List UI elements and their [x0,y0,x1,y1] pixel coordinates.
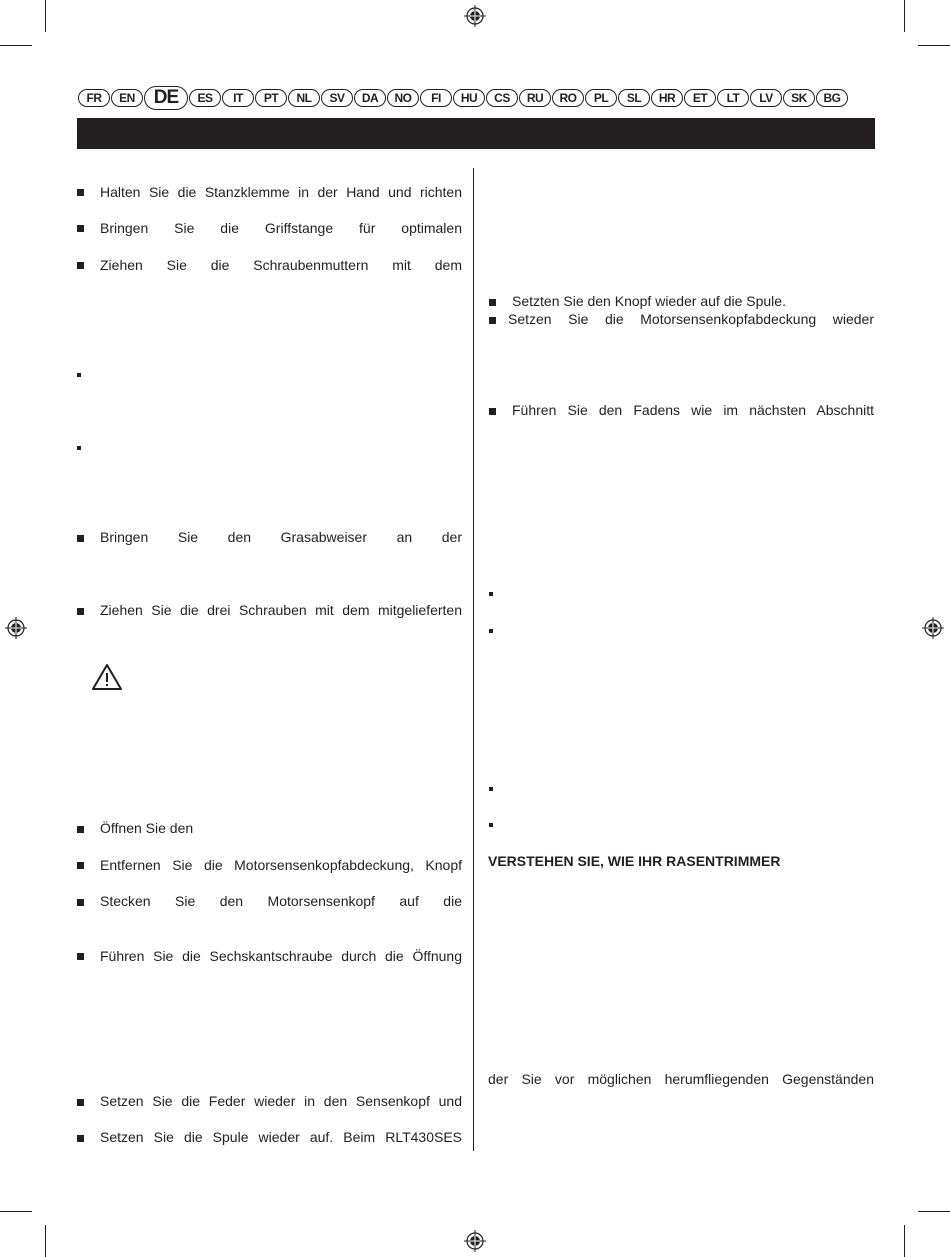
registration-target-icon [464,5,486,27]
list-item: Setzten Sie den Knopf wieder auf die Spule. [512,293,786,309]
bullet-icon [489,629,493,633]
bullet-icon [489,408,496,415]
crop-mark [45,0,46,32]
bullet-icon [489,299,496,306]
list-item: Stecken Sie den Motorsensenkopf auf die [100,893,462,909]
bullet-icon [489,823,493,827]
bullet-icon [77,535,84,542]
bullet-icon [77,1135,84,1142]
lang-no[interactable]: NO [387,89,419,107]
lang-pt[interactable]: PT [255,89,287,107]
bullet-icon [77,189,84,196]
section-heading: VERSTEHEN SIE, WIE IHR RASENTRIMMER [488,853,781,869]
lang-bg[interactable]: BG [816,89,848,107]
paragraph-line: der Sie vor möglichen herumfliegenden Gegenständen [488,1071,874,1087]
lang-ru[interactable]: RU [519,89,551,107]
bullet-icon [77,446,81,450]
list-item: Ziehen Sie die drei Schrauben mit dem mitgelieferten [100,602,462,618]
crop-mark [0,45,32,46]
lang-cs[interactable]: CS [486,89,518,107]
lang-et[interactable]: ET [684,89,716,107]
list-item: Öffnen Sie den [100,820,194,836]
crop-mark [0,1211,32,1212]
list-item: Setzen Sie die Motorsensenkopfabdeckung wieder [508,311,874,327]
list-item: Setzen Sie die Feder wieder in den Sensenkopf und [100,1093,462,1109]
lang-pl[interactable]: PL [585,89,617,107]
lang-hu[interactable]: HU [453,89,485,107]
bullet-icon [77,225,84,232]
crop-mark [918,1211,950,1212]
bullet-icon [77,826,84,833]
list-item: Bringen Sie den Grasabweiser an der [100,529,462,545]
language-selector [78,87,849,109]
list-item: Führen Sie den Fadens wie im nächsten Abschnitt [512,402,874,418]
lang-es[interactable]: ES [189,89,221,107]
registration-target-icon [5,617,27,639]
lang-sk[interactable]: SK [783,89,815,107]
crop-mark [904,1225,905,1257]
bullet-icon [489,592,493,596]
warning-triangle-icon [91,663,123,691]
lang-da[interactable]: DA [354,89,386,107]
bullet-icon [489,787,493,791]
crop-mark [918,45,950,46]
list-item: Setzen Sie die Spule wieder auf. Beim RLT430SES [100,1129,462,1145]
list-item: Halten Sie die Stanzklemme in der Hand und richten [100,184,462,200]
crop-mark [45,1225,46,1257]
bullet-icon [489,317,496,324]
registration-target-icon [464,1230,486,1252]
list-item: Ziehen Sie die Schraubenmuttern mit dem [100,257,462,273]
section-header-bar [77,118,875,149]
lang-nl[interactable]: NL [288,89,320,107]
bullet-icon [77,899,84,906]
list-item: Führen Sie die Sechskantschraube durch die Öffnung [100,948,462,964]
lang-fi[interactable]: FI [420,89,452,107]
column-divider [473,168,474,1151]
bullet-icon [77,262,84,269]
lang-de[interactable]: DE [144,86,188,110]
bullet-icon [77,953,84,960]
bullet-icon [77,862,84,869]
lang-lv[interactable]: LV [750,89,782,107]
registration-target-icon [922,617,944,639]
lang-it[interactable]: IT [222,89,254,107]
lang-ro[interactable]: RO [552,89,584,107]
lang-sl[interactable]: SL [618,89,650,107]
list-item: Entfernen Sie die Motorsensenkopfabdeckung, Knopf [100,857,462,873]
crop-mark [904,0,905,32]
bullet-icon [77,373,81,377]
lang-en[interactable]: EN [111,89,143,107]
lang-sv[interactable]: SV [321,89,353,107]
lang-hr[interactable]: HR [651,89,683,107]
lang-lt[interactable]: LT [717,89,749,107]
bullet-icon [77,608,84,615]
bullet-icon [77,1099,84,1106]
list-item: Bringen Sie die Griffstange für optimalen [100,220,462,236]
lang-fr[interactable]: FR [78,89,110,107]
